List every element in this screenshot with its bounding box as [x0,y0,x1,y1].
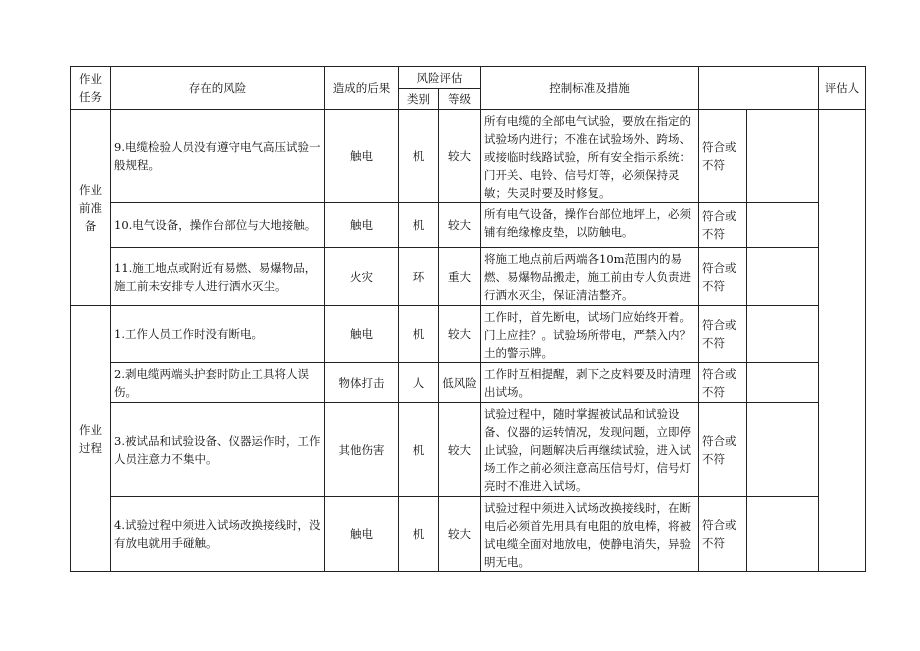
consequence-cell: 触电 [325,306,399,363]
level-cell: 较大 [439,403,481,497]
category-cell: 人 [399,363,439,403]
consequence-cell: 触电 [325,497,399,572]
control-cell: 所有电缆的全部电气试验，要放在指定的试验场内进行；不准在试验场外、跨场、或接临时线路试验，所有安全指示系统：门开关、电铃、信号灯等，必须保持灵敏；失灵时要及时修复。 [481,110,699,203]
blank-cell [747,497,819,572]
risk-cell: 1.工作人员工作时没有断电。 [111,306,325,363]
risk-cell: 10.电气设备，操作台部位与大地接触。 [111,203,325,248]
result-cell: 符合或不符 [699,497,747,572]
level-cell: 较大 [439,110,481,203]
task-cell: 作业 前准 备 [71,110,111,306]
header-category: 类别 [399,89,439,110]
result-cell: 符合或不符 [699,306,747,363]
header-risk: 存在的风险 [111,67,325,110]
table-row [71,110,866,203]
category-cell: 机 [399,110,439,203]
control-cell: 试验过程中须进入试场改换接线时，在断电后必须首先用具有电阻的放电棒，将被试电缆全面对地放电，使静电消失，异验明无电。 [481,497,699,572]
result-cell: 符合或不符 [699,248,747,306]
header-level: 等级 [439,89,481,110]
control-cell: 工作时互相提醒，剥下之皮料要及时清理出试场。 [481,363,699,403]
category-cell: 环 [399,248,439,306]
table-row [71,203,866,248]
category-cell: 机 [399,403,439,497]
category-cell: 机 [399,203,439,248]
consequence-cell: 其他伤害 [325,403,399,497]
blank-cell [747,248,819,306]
control-cell: 试验过程中，随时掌握被试品和试验设备、仪器的运转情况，发现问题，立即停止试验，问题解决后再继续试验，进入试场工作之前必须注意高压信号灯，信号灯亮时不准进入试场。 [481,403,699,497]
consequence-cell: 火灾 [325,248,399,306]
header-task: 作业 任务 [71,67,111,110]
consequence-cell: 物体打击 [325,363,399,403]
table-row [71,306,866,363]
table-row [71,497,866,572]
assessor-cell [819,110,866,572]
header-assessment: 风险评估 [399,67,481,89]
result-cell: 符合或不符 [699,203,747,248]
risk-cell: 3.被试品和试验设备、仪器运作时，工作人员注意力不集中。 [111,403,325,497]
header-consequence: 造成的后果 [325,67,399,110]
risk-cell: 2.剥电缆两端头护套时防止工具将人误伤。 [111,363,325,403]
category-cell: 机 [399,497,439,572]
level-cell: 低风险 [439,363,481,403]
risk-assessment-table [70,66,866,572]
blank-cell [747,203,819,248]
control-cell: 所有电气设备，操作台部位地坪上，必须铺有绝缘橡皮垫，以防触电。 [481,203,699,248]
header-assessor: 评估人 [819,67,866,110]
level-cell: 重大 [439,248,481,306]
category-cell: 机 [399,306,439,363]
task-cell: 作业 过程 [71,306,111,572]
level-cell: 较大 [439,497,481,572]
table-row [71,363,866,403]
table-row [71,403,866,497]
blank-cell [747,363,819,403]
result-cell: 符合或不符 [699,363,747,403]
table-row [71,248,866,306]
risk-cell: 11.施工地点或附近有易燃、易爆物品，施工前未安排专人进行洒水灭尘。 [111,248,325,306]
consequence-cell: 触电 [325,203,399,248]
consequence-cell: 触电 [325,110,399,203]
risk-cell: 9.电缆检验人员没有遵守电气高压试验一般规程。 [111,110,325,203]
header-control: 控制标准及措施 [481,67,699,110]
result-cell: 符合或不符 [699,403,747,497]
header-blank [699,67,819,110]
blank-cell [747,403,819,497]
control-cell: 工作时，首先断电，试场门应始终开着。门上应挂？。试验场所带电，严禁入内？土的警示牌。 [481,306,699,363]
blank-cell [747,110,819,203]
result-cell: 符合或不符 [699,110,747,203]
blank-cell [747,306,819,363]
level-cell: 较大 [439,203,481,248]
level-cell: 较大 [439,306,481,363]
risk-cell: 4.试验过程中须进入试场改换接线时，没有放电就用手碰触。 [111,497,325,572]
control-cell: 将施工地点前后两端各10m范围内的易燃、易爆物品搬走，施工前由专人负责进行洒水灭尘，保证清洁整齐。 [481,248,699,306]
